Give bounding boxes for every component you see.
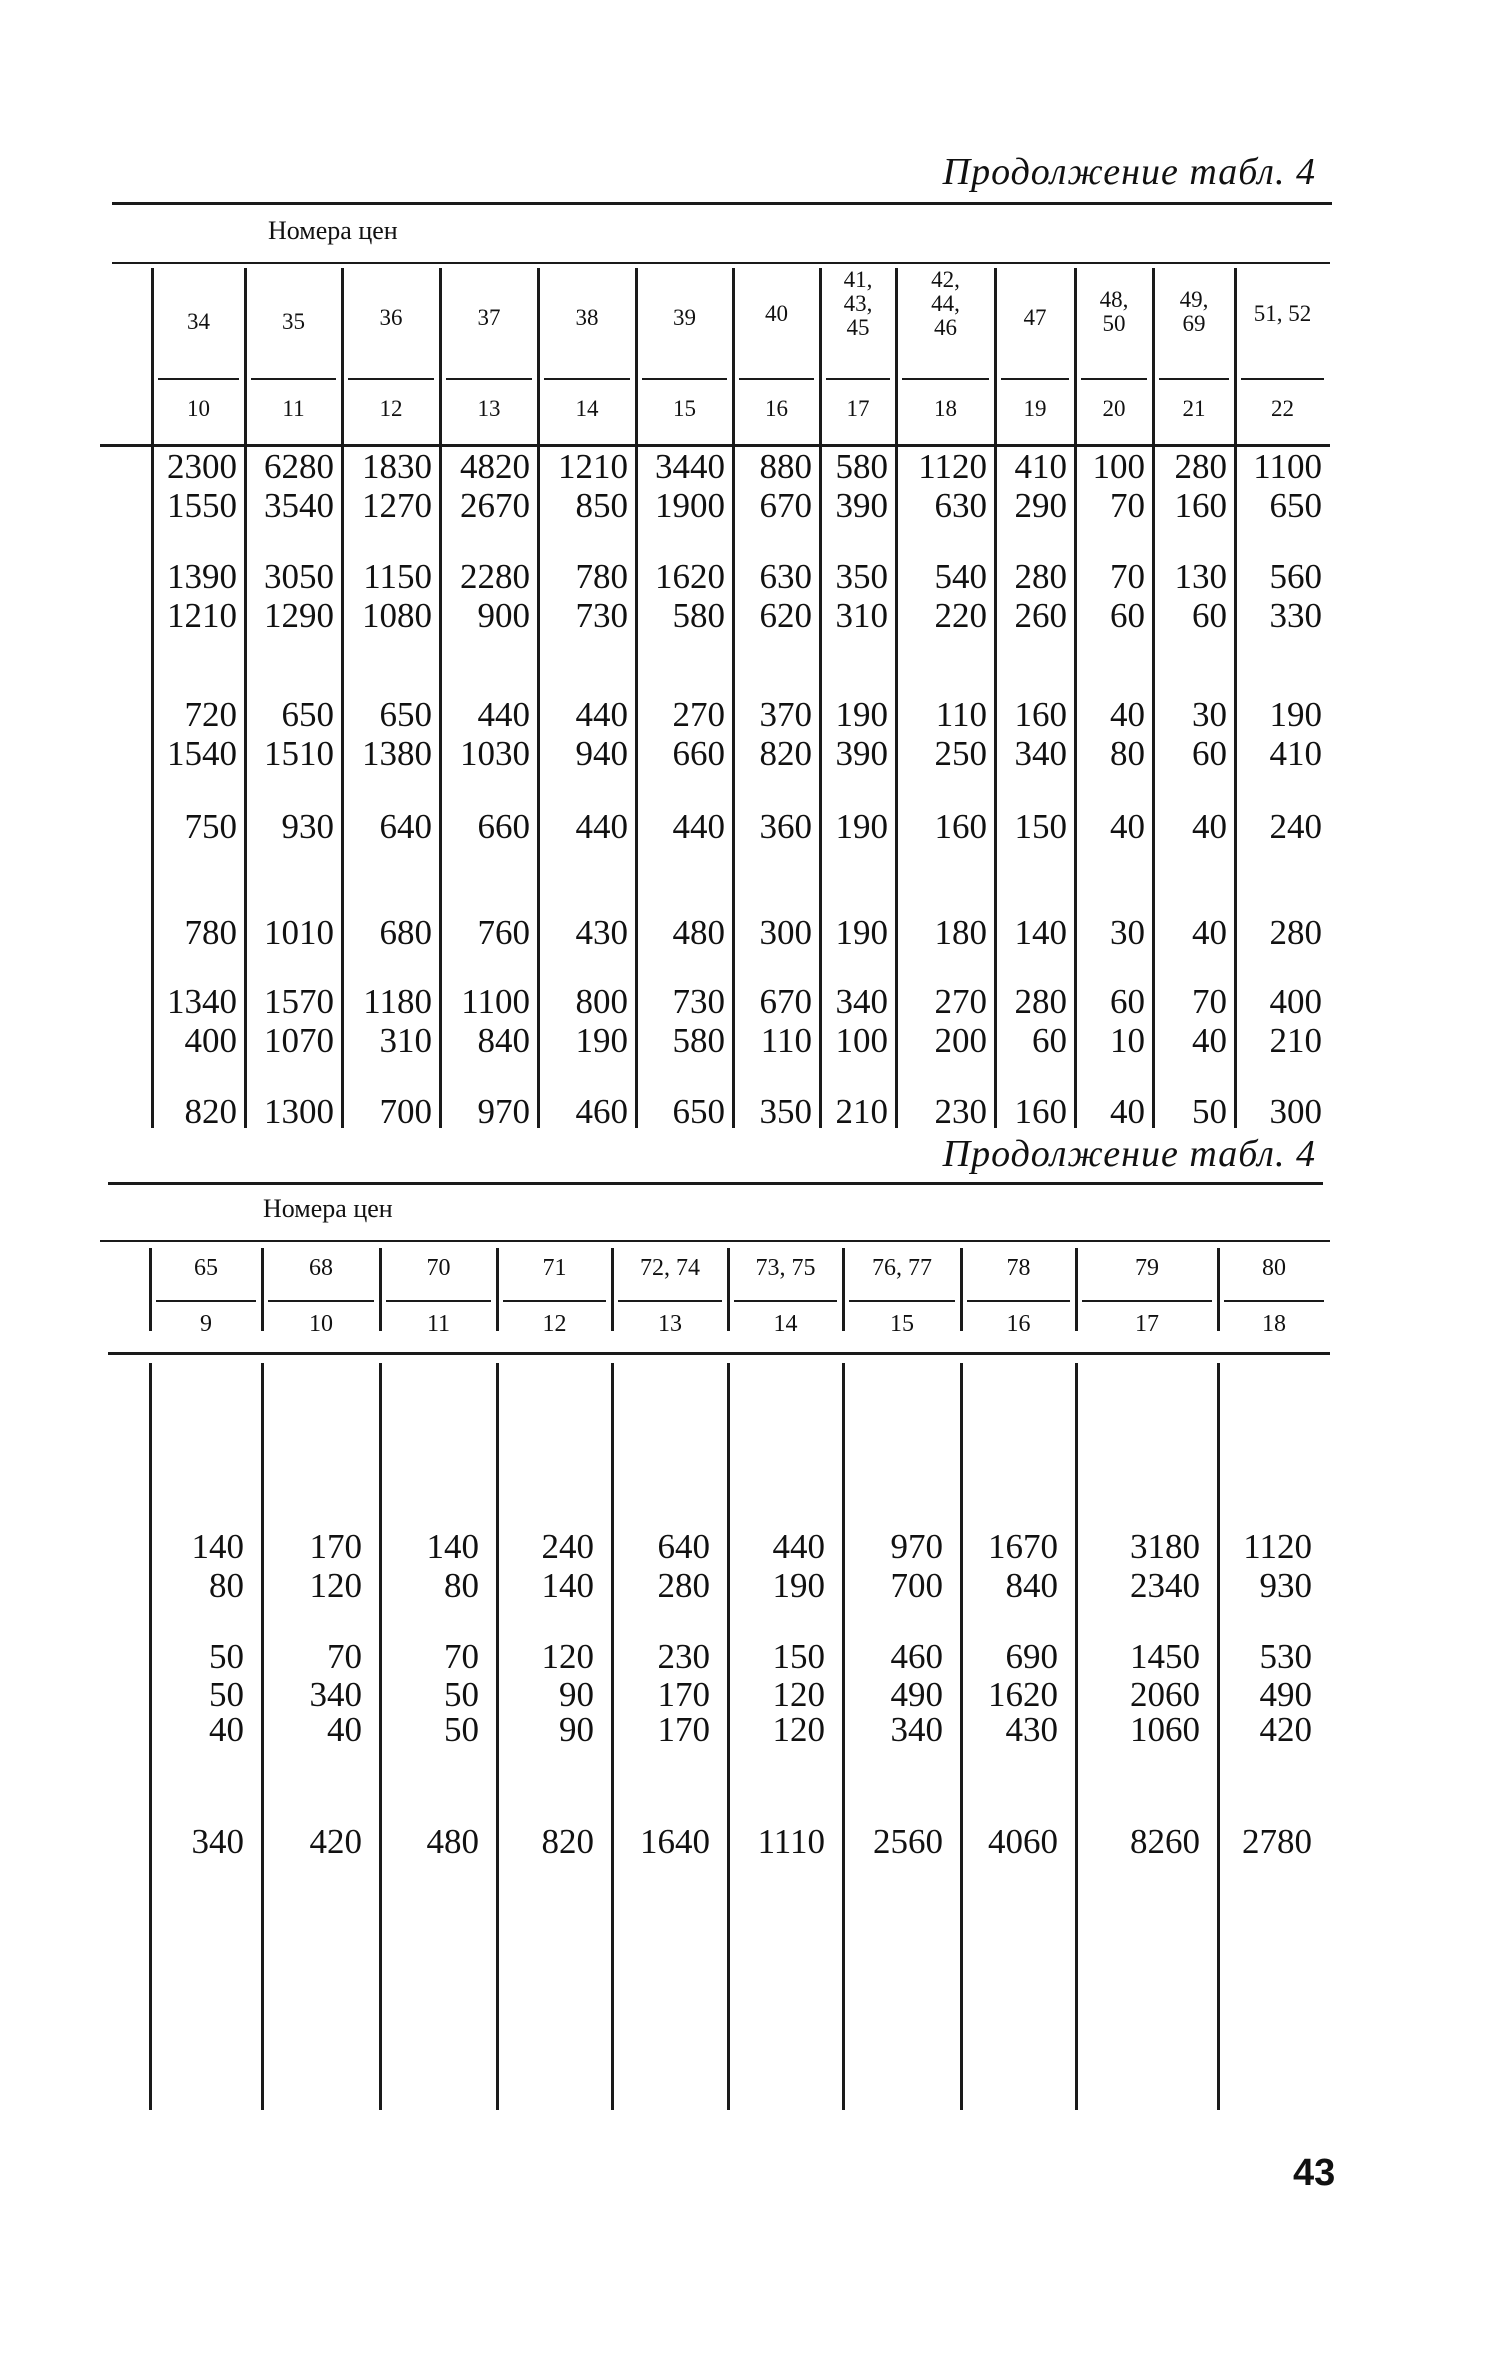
table1-value-cell: 1540 [167, 734, 237, 773]
table1-value-cell: 6280 [264, 447, 334, 486]
table2-value-cell: 2780 [1242, 1822, 1312, 1861]
table1-value-cell: 1570 [264, 982, 334, 1021]
table1-value-cell: 180 [934, 913, 987, 952]
table1-value-cell: 1290 [264, 596, 334, 635]
table1-value-cell: 580 [672, 596, 725, 635]
table1-header-price-number: 36 [379, 305, 403, 330]
table1-value-cell: 280 [1174, 447, 1227, 486]
table2-value-cell: 8260 [1130, 1822, 1200, 1861]
table1-value-cell: 350 [835, 557, 888, 596]
table1-value-cell: 1010 [264, 913, 334, 952]
table1-header-subrule [348, 378, 434, 380]
table1-value-cell: 260 [1014, 596, 1067, 635]
table2-value-cell: 190 [772, 1566, 825, 1605]
table2-value-cell: 40 [209, 1710, 244, 1749]
table1-value-cell: 440 [477, 695, 530, 734]
table2-header-price-number: 73, 75 [755, 1255, 816, 1281]
table1-value-cell: 440 [672, 807, 725, 846]
table2-value-cell: 340 [890, 1710, 943, 1749]
table2-value-cell: 120 [309, 1566, 362, 1605]
table2-value-cell: 1120 [1243, 1527, 1312, 1566]
table1-value-cell: 2280 [460, 557, 530, 596]
table1-value-cell: 30 [1110, 913, 1145, 952]
table2-value-cell: 170 [657, 1710, 710, 1749]
table1-header-subrule [251, 378, 336, 380]
table1-header-column-number: 16 [765, 396, 788, 421]
table1-value-cell: 220 [934, 596, 987, 635]
table1-value-cell: 1150 [363, 557, 432, 596]
table1-value-cell: 190 [1269, 695, 1322, 734]
table2-rule [108, 1352, 1330, 1355]
table1-value-cell: 900 [477, 596, 530, 635]
table1-header-column-number: 22 [1271, 396, 1294, 421]
table1-value-cell: 70 [1110, 486, 1145, 525]
table1-value-cell: 680 [379, 913, 432, 952]
table2-header-subrule [386, 1300, 491, 1302]
table2-value-cell: 420 [1259, 1710, 1312, 1749]
table1-value-cell: 100 [1092, 447, 1145, 486]
table1-rule [112, 202, 1332, 205]
table1-value-cell: 1210 [558, 447, 628, 486]
table1-value-cell: 210 [1269, 1021, 1322, 1060]
table2-value-cell: 420 [309, 1822, 362, 1861]
table1-value-cell: 40 [1110, 695, 1145, 734]
table2-value-cell: 1060 [1130, 1710, 1200, 1749]
table1-header-column-number: 12 [379, 396, 403, 421]
table1-value-cell: 4820 [460, 447, 530, 486]
table1-value-cell: 2300 [167, 447, 237, 486]
table1-value-cell: 310 [379, 1021, 432, 1060]
table2-value-cell: 170 [309, 1527, 362, 1566]
table1-header-price-number: 34 [187, 309, 210, 334]
table2-header-column-number: 17 [1135, 1311, 1159, 1337]
table1-value-cell: 660 [672, 734, 725, 773]
table1-header-subrule [1081, 378, 1147, 380]
table2-value-cell: 50 [444, 1675, 479, 1714]
table1-value-cell: 1900 [655, 486, 725, 525]
table2-value-cell: 2340 [1130, 1566, 1200, 1605]
table1-value-cell: 190 [575, 1021, 628, 1060]
table1-header-column-number: 17 [846, 396, 870, 421]
table1-header-subrule [902, 378, 989, 380]
table2-value-cell: 80 [444, 1566, 479, 1605]
table1-value-cell: 300 [759, 913, 812, 952]
table1-value-cell: 1550 [167, 486, 237, 525]
table1-value-cell: 660 [477, 807, 530, 846]
table1-value-cell: 880 [759, 447, 812, 486]
table1-header-subrule [158, 378, 239, 380]
table1-value-cell: 1070 [264, 1021, 334, 1060]
table1-value-cell: 40 [1110, 1092, 1145, 1131]
table1-value-cell: 190 [835, 807, 888, 846]
table1-value-cell: 1080 [362, 596, 432, 635]
table2-header-column-number: 11 [426, 1311, 451, 1337]
table1-value-cell: 440 [575, 695, 628, 734]
table1-value-cell: 1340 [167, 982, 237, 1021]
table1-value-cell: 350 [759, 1092, 812, 1131]
table1-value-cell: 280 [1269, 913, 1322, 952]
table2-value-cell: 1110 [757, 1822, 825, 1861]
table1-value-cell: 1120 [918, 447, 987, 486]
table1-value-cell: 370 [759, 695, 812, 734]
table1-value-cell: 760 [477, 913, 530, 952]
table1-header-subrule [1159, 378, 1229, 380]
table1-value-cell: 140 [1014, 913, 1067, 952]
table1-value-cell: 650 [281, 695, 334, 734]
table1-value-cell: 970 [477, 1092, 530, 1131]
table1-rule [112, 262, 1330, 264]
table1-header-price-number: 51, 52 [1253, 301, 1312, 326]
table1-value-cell: 580 [835, 447, 888, 486]
table2-value-cell: 970 [890, 1527, 943, 1566]
table2-header-price-number: 65 [194, 1255, 218, 1281]
table1-caption: Продолжение табл. 4 [942, 151, 1316, 193]
table1-value-cell: 1510 [264, 734, 334, 773]
table2-value-cell: 4060 [988, 1822, 1058, 1861]
table1-value-cell: 410 [1014, 447, 1067, 486]
table2-value-cell: 50 [209, 1675, 244, 1714]
table1-value-cell: 280 [1014, 982, 1067, 1021]
table1-value-cell: 1270 [362, 486, 432, 525]
table1-value-cell: 430 [575, 913, 628, 952]
table2-value-cell: 2560 [873, 1822, 943, 1861]
table1-header-subrule [739, 378, 814, 380]
table1-value-cell: 150 [1014, 807, 1067, 846]
table1-value-cell: 70 [1192, 982, 1227, 1021]
table2-value-cell: 120 [772, 1710, 825, 1749]
table1-value-cell: 840 [477, 1021, 530, 1060]
table1-value-cell: 1100 [1253, 447, 1322, 486]
table1-value-cell: 670 [759, 486, 812, 525]
table1-header-column-number: 15 [673, 396, 696, 421]
table1-header-price-number: 42, 44, 46 [931, 267, 960, 341]
table1-header-column-number: 19 [1023, 396, 1047, 421]
table2-group-label: Номера цен [263, 1194, 393, 1223]
table1-value-cell: 60 [1032, 1021, 1067, 1060]
table2-value-cell: 230 [657, 1637, 710, 1676]
table1-value-cell: 1390 [167, 557, 237, 596]
table1-value-cell: 1300 [264, 1092, 334, 1131]
table2-header-price-number: 68 [309, 1255, 333, 1281]
table2-header-subrule [618, 1300, 722, 1302]
table1-header-subrule [446, 378, 532, 380]
table1-value-cell: 1210 [167, 596, 237, 635]
table2-value-cell: 80 [209, 1566, 244, 1605]
table1-value-cell: 820 [184, 1092, 237, 1131]
table1-header-column-number: 14 [575, 396, 599, 421]
table1-value-cell: 390 [835, 486, 888, 525]
table2-value-cell: 490 [1259, 1675, 1312, 1714]
table1-value-cell: 720 [184, 695, 237, 734]
table1-value-cell: 130 [1174, 557, 1227, 596]
table1-value-cell: 940 [575, 734, 628, 773]
table1-value-cell: 850 [575, 486, 628, 525]
table1-value-cell: 620 [759, 596, 812, 635]
table2-header-subrule [1224, 1300, 1324, 1302]
table2-value-cell: 140 [426, 1527, 479, 1566]
table1-header-subrule [826, 378, 890, 380]
table1-value-cell: 50 [1192, 1092, 1227, 1131]
table2-value-cell: 140 [191, 1527, 244, 1566]
table1-value-cell: 3050 [264, 557, 334, 596]
table1-value-cell: 480 [672, 913, 725, 952]
table1-value-cell: 310 [835, 596, 888, 635]
table2-header-column-number: 16 [1006, 1311, 1031, 1337]
table1-value-cell: 1620 [655, 557, 725, 596]
table1-header-column-number: 11 [282, 396, 305, 421]
table1-value-cell: 60 [1192, 596, 1227, 635]
table1-header-subrule [544, 378, 630, 380]
table1-value-cell: 930 [281, 807, 334, 846]
table2-value-cell: 840 [1005, 1566, 1058, 1605]
table1-value-cell: 340 [1014, 734, 1067, 773]
table1-group-label: Номера цен [268, 216, 398, 245]
table1-value-cell: 60 [1110, 596, 1145, 635]
table2-value-cell: 140 [541, 1566, 594, 1605]
table1-value-cell: 800 [575, 982, 628, 1021]
table1-value-cell: 640 [379, 807, 432, 846]
table2-value-cell: 440 [772, 1527, 825, 1566]
table1-value-cell: 160 [1014, 1092, 1067, 1131]
table1-value-cell: 190 [835, 695, 888, 734]
table2-value-cell: 90 [559, 1710, 594, 1749]
table1-header-price-number: 48, 50 [1099, 287, 1129, 337]
table1-value-cell: 3440 [655, 447, 725, 486]
table2-header-subrule [849, 1300, 955, 1302]
table1-value-cell: 3540 [264, 486, 334, 525]
table1-header-column-number: 13 [477, 396, 501, 421]
table2-value-cell: 170 [657, 1675, 710, 1714]
table1-value-cell: 400 [1269, 982, 1322, 1021]
table1-value-cell: 190 [835, 913, 888, 952]
table2-header-column-number: 9 [200, 1311, 212, 1337]
table1-value-cell: 1030 [460, 734, 530, 773]
table1-value-cell: 460 [575, 1092, 628, 1131]
table2-value-cell: 490 [890, 1675, 943, 1714]
table2-header-subrule [967, 1300, 1070, 1302]
table2-header-column-number: 10 [309, 1311, 333, 1337]
table2-value-cell: 70 [327, 1637, 362, 1676]
table1-header-column-number: 18 [934, 396, 957, 421]
table1-header-column-number: 21 [1182, 396, 1206, 421]
table2-value-cell: 640 [657, 1527, 710, 1566]
table1-value-cell: 110 [935, 695, 987, 734]
table1-value-cell: 40 [1110, 807, 1145, 846]
table1-value-cell: 730 [672, 982, 725, 1021]
table1-value-cell: 340 [835, 982, 888, 1021]
table1-header-subrule [1241, 378, 1324, 380]
table2-header-subrule [156, 1300, 256, 1302]
table2-header-column-number: 12 [542, 1311, 567, 1337]
table1-value-cell: 160 [934, 807, 987, 846]
table1-header-subrule [1001, 378, 1069, 380]
table1-value-cell: 390 [835, 734, 888, 773]
table1-value-cell: 290 [1014, 486, 1067, 525]
table1-value-cell: 300 [1269, 1092, 1322, 1131]
page-number: 43 [1293, 2152, 1336, 2194]
table1-value-cell: 650 [1269, 486, 1322, 525]
table1-value-cell: 670 [759, 982, 812, 1021]
table2-value-cell: 430 [1005, 1710, 1058, 1749]
table2-header-price-number: 80 [1262, 1255, 1286, 1281]
table1-value-cell: 110 [760, 1021, 812, 1060]
table1-value-cell: 30 [1192, 695, 1227, 734]
table1-value-cell: 200 [934, 1021, 987, 1060]
table1-header-column-number: 10 [187, 396, 210, 421]
table1-header-price-number: 39 [673, 305, 696, 330]
table1-value-cell: 80 [1110, 734, 1145, 773]
table1-value-cell: 560 [1269, 557, 1322, 596]
table1-value-cell: 10 [1110, 1021, 1145, 1060]
table1-value-cell: 780 [184, 913, 237, 952]
table2-value-cell: 700 [890, 1566, 943, 1605]
table2-value-cell: 460 [890, 1637, 943, 1676]
table2-value-cell: 90 [559, 1675, 594, 1714]
table2-value-cell: 240 [541, 1527, 594, 1566]
table2-caption: Продолжение табл. 4 [942, 1133, 1316, 1175]
table1-value-cell: 2670 [460, 486, 530, 525]
table1-value-cell: 1830 [362, 447, 432, 486]
table1-value-cell: 160 [1174, 486, 1227, 525]
table2-value-cell: 70 [444, 1637, 479, 1676]
table2-value-cell: 1450 [1130, 1637, 1200, 1676]
table2-value-cell: 340 [191, 1822, 244, 1861]
table2-header-column-number: 14 [773, 1311, 798, 1337]
table2-header-price-number: 78 [1006, 1255, 1031, 1281]
table1-value-cell: 630 [934, 486, 987, 525]
table1-value-cell: 700 [379, 1092, 432, 1131]
table2-value-cell: 1670 [988, 1527, 1058, 1566]
table2-header-column-number: 15 [890, 1311, 914, 1337]
table2-header-subrule [1082, 1300, 1212, 1302]
table1-value-cell: 280 [1014, 557, 1067, 596]
table1-value-cell: 1100 [461, 982, 530, 1021]
table1-value-cell: 240 [1269, 807, 1322, 846]
table1-value-cell: 60 [1110, 982, 1145, 1021]
table2-value-cell: 1640 [640, 1822, 710, 1861]
table2-header-price-number: 71 [542, 1255, 567, 1281]
table1-value-cell: 780 [575, 557, 628, 596]
table2-value-cell: 50 [209, 1637, 244, 1676]
table1-header-price-number: 35 [282, 309, 305, 334]
table2-value-cell: 1620 [988, 1675, 1058, 1714]
table1-header-price-number: 40 [765, 301, 788, 326]
table2-header-column-number: 13 [658, 1311, 682, 1337]
table2-value-cell: 530 [1259, 1637, 1312, 1676]
table1-value-cell: 330 [1269, 596, 1322, 635]
table2-header-price-number: 79 [1135, 1255, 1159, 1281]
table1-value-cell: 650 [379, 695, 432, 734]
table1-value-cell: 400 [184, 1021, 237, 1060]
table2-header-column-number: 18 [1262, 1311, 1286, 1337]
table1-header-price-number: 38 [575, 305, 599, 330]
table1-value-cell: 820 [759, 734, 812, 773]
table1-value-cell: 40 [1192, 807, 1227, 846]
table1-value-cell: 210 [835, 1092, 888, 1131]
table2-header-price-number: 72, 74 [640, 1255, 700, 1281]
table2-value-cell: 120 [541, 1637, 594, 1676]
table1-value-cell: 410 [1269, 734, 1322, 773]
table2-value-cell: 120 [772, 1675, 825, 1714]
table2-header-subrule [503, 1300, 606, 1302]
table2-header-subrule [734, 1300, 837, 1302]
table1-value-cell: 1380 [362, 734, 432, 773]
table1-value-cell: 40 [1192, 913, 1227, 952]
table1-value-cell: 70 [1110, 557, 1145, 596]
table2-rule [100, 1240, 1330, 1242]
table1-value-cell: 650 [672, 1092, 725, 1131]
table1-value-cell: 540 [934, 557, 987, 596]
table1-header-subrule [642, 378, 727, 380]
table2-value-cell: 2060 [1130, 1675, 1200, 1714]
table1-value-cell: 250 [934, 734, 987, 773]
table2-value-cell: 690 [1005, 1637, 1058, 1676]
table1-header-price-number: 47 [1023, 305, 1047, 330]
table1-value-cell: 580 [672, 1021, 725, 1060]
table2-header-price-number: 76, 77 [872, 1255, 932, 1281]
table2-value-cell: 280 [657, 1566, 710, 1605]
table1-value-cell: 270 [934, 982, 987, 1021]
table1-value-cell: 1180 [363, 982, 432, 1021]
table1-value-cell: 730 [575, 596, 628, 635]
table2-value-cell: 150 [772, 1637, 825, 1676]
table2-value-cell: 930 [1259, 1566, 1312, 1605]
table2-value-cell: 50 [444, 1710, 479, 1749]
table2-header-price-number: 70 [426, 1255, 451, 1281]
table2-value-cell: 340 [309, 1675, 362, 1714]
table2-value-cell: 480 [426, 1822, 479, 1861]
table1-value-cell: 750 [184, 807, 237, 846]
table1-value-cell: 230 [934, 1092, 987, 1131]
table1-value-cell: 100 [835, 1021, 888, 1060]
table1-header-price-number: 37 [477, 305, 501, 330]
table1-header-column-number: 20 [1102, 396, 1126, 421]
table1-value-cell: 270 [672, 695, 725, 734]
table2-value-cell: 40 [327, 1710, 362, 1749]
table2-value-cell: 3180 [1130, 1527, 1200, 1566]
table2-value-cell: 820 [541, 1822, 594, 1861]
table1-value-cell: 440 [575, 807, 628, 846]
table2-rule [108, 1182, 1323, 1185]
table1-value-cell: 630 [759, 557, 812, 596]
table2-header-subrule [268, 1300, 374, 1302]
table1-value-cell: 360 [759, 807, 812, 846]
table1-value-cell: 40 [1192, 1021, 1227, 1060]
table1-value-cell: 60 [1192, 734, 1227, 773]
table1-header-price-number: 49, 69 [1179, 287, 1209, 337]
table1-header-price-number: 41, 43, 45 [843, 267, 873, 341]
table1-value-cell: 160 [1014, 695, 1067, 734]
